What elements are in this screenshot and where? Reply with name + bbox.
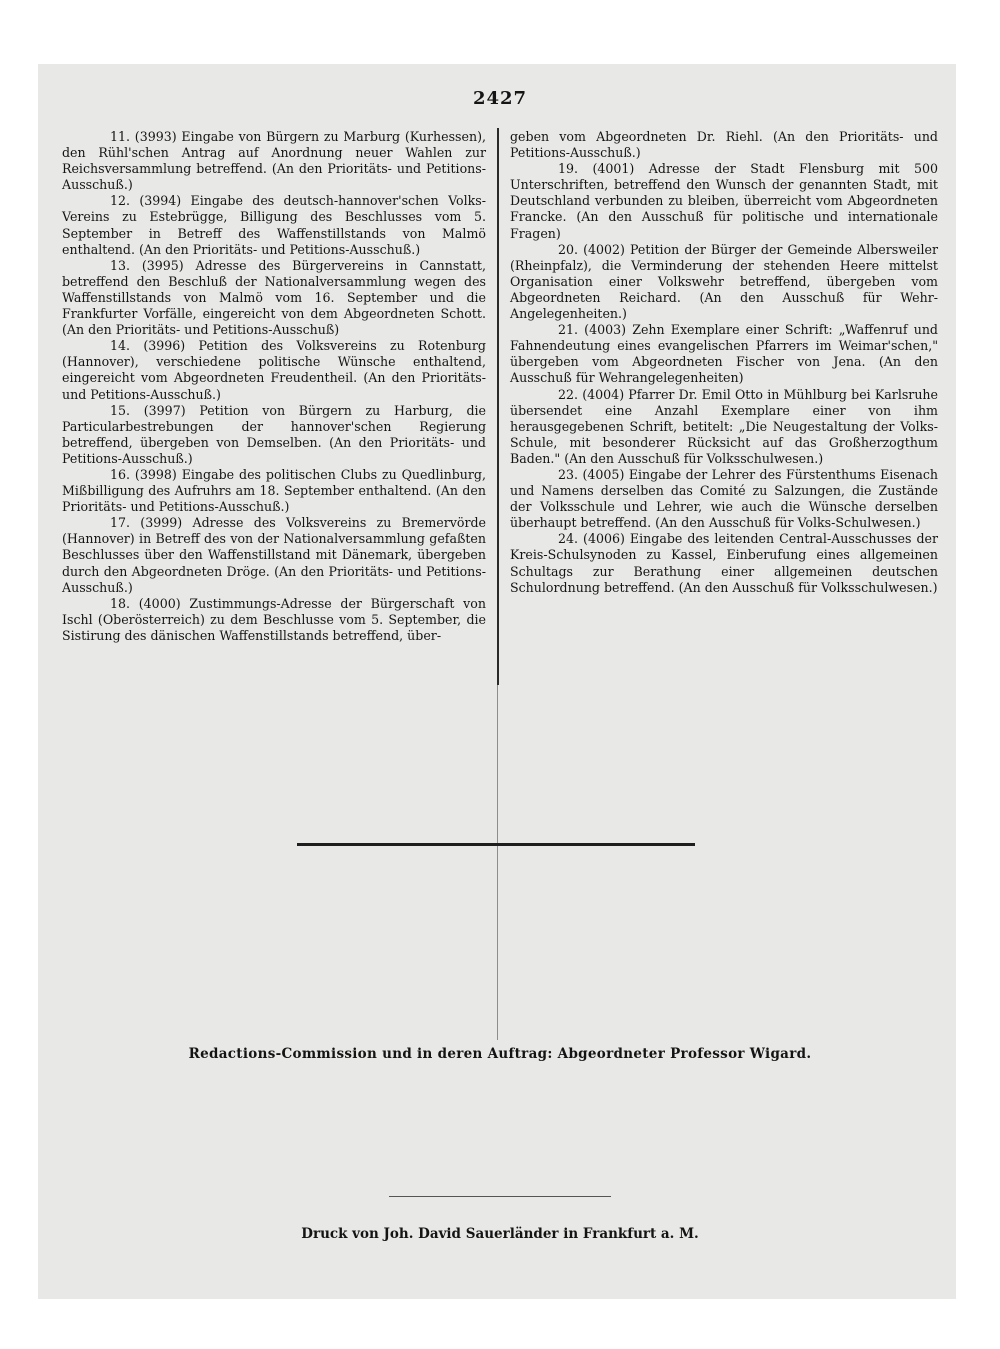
section-separator (297, 843, 695, 846)
column-divider (497, 128, 499, 685)
petition-entry: geben vom Abgeordneten Dr. Riehl. (An den Prioritäts- und Petitions-Ausschuß.) (510, 129, 938, 161)
printer-imprint: Druck von Joh. David Sauerländer in Frankfurt a. M. (301, 1226, 699, 1242)
petition-entry: 22. (4004) Pfarrer Dr. Emil Otto in Mühlburg bei Karlsruhe übersendet eine Anzahl Exemplare einer von ihm herausgegebenen Schrift, betitelt: „Die Neugestaltung der Volks-Schule, mit besonderer Rücksicht auf das Großherzogthum Baden." (An den Ausschuß für Volksschulwesen.) (510, 386, 938, 466)
petition-entry: 14. (3996) Petition des Volksvereins zu Rotenburg (Hannover), verschiedene politische Wünsche enthaltend, eingereicht vom Abgeordneten Freudentheil. (An den Prioritäts- und Petitions-Ausschuß.) (62, 338, 486, 402)
editorial-credit: Redactions-Commission und in deren Auftrag: Abgeordneter Professor Wigard. (188, 1046, 812, 1062)
petition-entry: 16. (3998) Eingabe des politischen Clubs zu Quedlinburg, Mißbilligung des Aufruhrs am 18. September enthaltend. (An den Prioritäts- und Petitions-Ausschuß.) (62, 466, 486, 515)
column-divider-lower (497, 685, 498, 1040)
petition-entry: 17. (3999) Adresse des Volksvereins zu Bremervörde (Hannover) in Betreff des von der Nationalversammlung gefaßten Beschlusses über den Waffenstillstand mit Dänemark, übergeben durch den Abgeordneten Dröge. (An den Prioritäts- und Petitions-Ausschuß.) (62, 515, 486, 595)
petition-entry: 20. (4002) Petition der Bürger der Gemeinde Albersweiler (Rheinpfalz), die Verminderung der stehenden Heere mittelst Organisation einer Volkswehr betreffend, übergeben vom Abgeordneten Reichard. (An den Ausschuß für Wehr-Angelegenheiten.) (510, 241, 938, 322)
right-column (510, 129, 938, 596)
petition-entry: 15. (3997) Petition von Bürgern zu Harburg, die Particularbestrebungen der hannover'schen Regierung betreffend, übergeben von Demselben. (An den Prioritäts- und Petitions-Ausschuß.) (62, 402, 486, 466)
petition-entry: 23. (4005) Eingabe der Lehrer des Fürstenthums Eisenach und Namens derselben das Comité zu Salzungen, die Zustände der Volksschule und Lehrer, wie auch die Wünsche derselben überhaupt betreffend. (An den Ausschuß für Volks-Schulwesen.) (510, 466, 938, 531)
petition-entry: 11. (3993) Eingabe von Bürgern zu Marburg (Kurhessen), den Rühl'schen Antrag auf Anordnung neuer Wahlen zur Reichsversammlung betreffend. (An den Prioritäts- und Petitions-Ausschuß.) (62, 129, 486, 193)
petition-entry: 12. (3994) Eingabe des deutsch-hannover'schen Volks-Vereins zu Estebrügge, Billigung des Beschlusses vom 5. September in Betreff des Waffenstillstands von Malmö enthaltend. (An den Prioritäts- und Petitions-Ausschuß.) (62, 193, 486, 257)
left-column (62, 129, 486, 644)
petition-entry: 24. (4006) Eingabe des leitenden Central-Ausschusses der Kreis-Schulsynoden zu Kassel, Einberufung eines allgemeinen Schultags zur Berathung einer allgemeinen deutschen Schulordnung betreffend. (An den Ausschuß für Volksschulwesen.) (510, 531, 938, 595)
page-number: 2427 (472, 88, 528, 109)
petition-entry: 13. (3995) Adresse des Bürgervereins in Cannstatt, betreffend den Beschluß der Nationalversammlung wegen des Waffenstillstands von Malmö vom 16. September und die Frankfurter Vorfälle, eingereicht von dem Abgeordneten Schott. (An den Prioritäts- und Petitions-Ausschuß) (62, 257, 486, 338)
petition-entry: 21. (4003) Zehn Exemplare einer Schrift: „Waffenruf und Fahnendeutung eines evangelischen Pfarrers im Weimar'schen," übergeben vom Abgeordneten Fischer von Jena. (An den Ausschuß für Wehrangelegenheiten) (510, 322, 938, 386)
petition-entry: 19. (4001) Adresse der Stadt Flensburg mit 500 Unterschriften, betreffend den Wunsch der genannten Stadt, mit Deutschland verbunden zu bleiben, überreicht vom Abgeordneten Francke. (An den Ausschuß für politische und internationale Fragen) (510, 161, 938, 241)
petition-entry: 18. (4000) Zustimmungs-Adresse der Bürgerschaft von Ischl (Oberösterreich) zu dem Beschlusse vom 5. September, die Sistirung des dänischen Waffenstillstands betreffend, über- (62, 595, 486, 643)
footer-rule (389, 1196, 611, 1197)
